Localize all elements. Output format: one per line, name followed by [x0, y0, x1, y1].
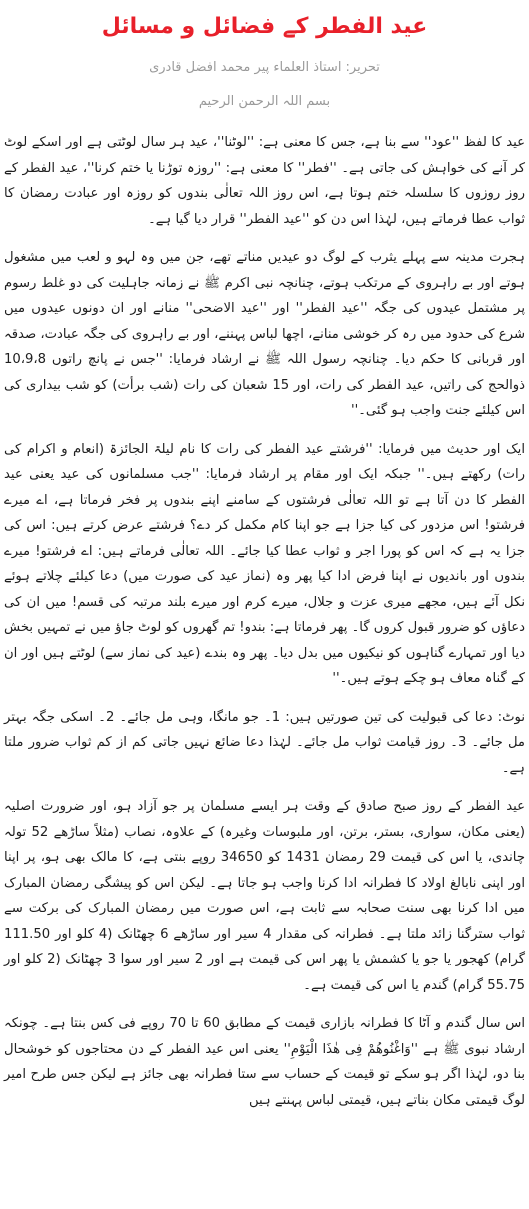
article-body	[4, 130, 525, 1126]
paragraph: ایک اور حدیث میں فرمایا: ''فرشتے عید الفطر کی رات کا نام لیلۃ الجائزۃ (انعام و اکرام کی رات) رکھتے ہیں۔'' جبکہ ایک اور مقام پر ارشاد فرمایا: ''جب مسلمانوں کی عید یعنی عید الفطر کا دن آتا ہے تو اللہ تعالٰی فرشتوں کے سامنے اپنے بندوں پر فخر فرماتا ہے، اے میرے فرشتو! اس مزدور کی کیا جزا ہے جو اپنا کام مکمل کر دے؟ فرشتے عرض کرتے ہیں: اس کی جزا یہ ہے کہ اس کو پورا اجر و ثواب عطا کیا جائے۔ اللہ تعالٰی فرماتے ہیں: اے فرشتو! میرے بندوں اور باندیوں نے اپنا فرض ادا کیا پھر وہ (نماز عید کی صورت میں) دعا کیلئے چلاتے ہوئے نکل آئے ہیں، مجھے میری عزت و جلال، میرے کرم اور میرے بلند مرتبہ کی قسم! میں ان کی دعاؤں کو ضرور قبول کروں گا۔ پھر فرماتا ہے: بندو! تم گھروں کو لوٹ جاؤ میں نے تمہیں بخش دیا اور تمہارے گناہوں کو نیکیوں میں بدل دیا۔ پھر وہ بندے (عید کی نماز سے) لوٹتے ہیں اور ان کے گناہ معاف ہو چکے ہوتے ہیں۔''	[4, 441, 525, 686]
bismillah-line: بسم اللہ الرحمن الرحیم	[198, 94, 331, 109]
article-author: تحریر: استاذ العلماء پیر محمد افضل قادری	[149, 60, 380, 75]
paragraph: عید الفطر کے روز صبح صادق کے وقت ہر ایسے مسلمان پر جو آزاد ہو، اور ضرورت اصلیہ (یعنی مکان، سواری، بستر، برتن، اور ملبوسات وغیرہ) کے علاوہ، نصاب (مثلاً ساڑھے 52 تولہ چاندی، یا اس کی قیمت 29 رمضان 1431 کو 34650 روپے بنتی ہے، کا مالک بھی ہو، پر اپنا اور اپنی نابالغ اولاد کا فطرانہ ادا کرنا واجب ہو جاتا ہے۔ لیکن اس کو پیشگی رمضان المبارک میں ادا کرنا بھی سنت صحابہ سے ثابت ہے، اس صورت میں رمضان المبارک کی برکت سے ثواب سترگنا زائد ملتا ہے۔ فطرانہ کی مقدار 4 سیر اور ساڑھے 6 چھٹانک (4 کلو اور 111.50 گرام) کھجور یا جو یا کشمش یا پھر اس کی قیمت ہے اور 2 سیر اور سوا 3 چھٹانک (2 کلو اور 55.75 گرام) گندم یا اس کی قیمت ہے۔	[4, 799, 526, 993]
paragraph: ہجرت مدینہ سے پہلے یثرب کے لوگ دو عیدیں مناتے تھے، جن میں وہ لہو و لعب میں مشغول ہوتے اور بے راہروی کے مرتکب ہوتے، چنانچہ نبی اکرم ﷺ نے زمانہ جاہلیت کی دو غلط رسوم پر مشتمل عیدوں کی جگہ ''عید الفطر'' اور ''عید الاضحی'' منانے اور ان دونوں عیدوں میں شرع کی حدود میں رہ کر خوشی منانے، اچھا لباس پہننے، اور بے راہروی کی جگہ عبادت، صدقہ اور قربانی کا حکم دیا۔ چنانچہ رسول اللہ ﷺ نے ارشاد فرمایا: ''جس نے پانچ راتوں 10،9،8 ذوالحج کی راتیں، عید الفطر کی رات، اور 15 شعبان کی رات (شب برأت) کو شب بیداری کی اس کیلئے جنت واجب ہو گئی۔''	[4, 250, 526, 418]
paragraph: عید کا لفظ ''عود'' سے بنا ہے، جس کا معنی ہے: ''لوٹنا''، عید ہر سال لوٹتی ہے اور اسکے لوٹ کر آنے کی خواہش کی جاتی ہے۔ ''فطر'' کا معنی ہے: ''روزہ توڑنا یا ختم کرنا''، عید الفطر کے روز روزوں کا سلسلہ ختم ہوتا ہے، اس روز اللہ تعالٰی بندوں کو روزہ اور عبادت رمضان کا ثواب عطا فرماتے ہیں، لہٰذا اس دن کو ''عید الفطر'' قرار دیا گیا ہے۔	[4, 135, 525, 227]
paragraph: نوٹ: دعا کی قبولیت کی تین صورتیں ہیں: 1۔ جو مانگا، وہی مل جائے۔ 2۔ اسکی جگہ بہتر مل جائے۔ 3۔ روز قیامت ثواب مل جائے۔ لہٰذا دعا ضائع نہیں جاتی کم از کم ثواب ضرور ملتا ہے۔	[4, 709, 525, 776]
article-title: عید الفطر کے فضائل و مسائل	[101, 14, 428, 39]
paragraph: اس سال گندم و آٹا کا فطرانہ بازاری قیمت کے مطابق 60 تا 70 روپے فی کس بنتا ہے۔ چونکہ ارشاد نبوی ﷺ ہے ''وَاغْنُوھُمْ فِی ھٰذَا الْیَوْمِ'' یعنی اس عید الفطر کے دن محتاجوں کو خوشحال بنا دو، لہٰذا اگر ہو سکے تو قیمت کے حساب سے ستا فطرانہ بھی جائز ہے لیکن جس طرح امیر لوگ قیمتی مکان بناتے ہیں، قیمتی لباس پہنتے ہیں	[4, 1016, 525, 1108]
